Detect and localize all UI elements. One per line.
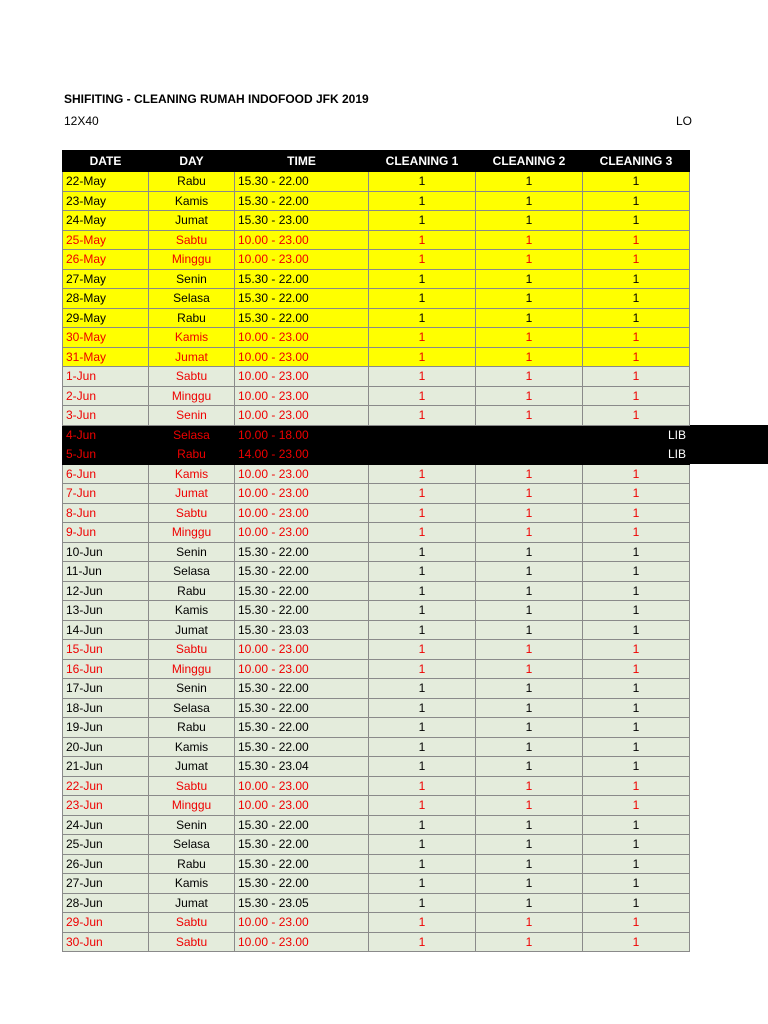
date-cell: 27-Jun: [63, 874, 149, 894]
time-cell: 15.30 - 22.00: [235, 737, 369, 757]
cleaning-2-cell: 1: [476, 503, 583, 523]
table-row: [63, 776, 690, 796]
day-cell: Senin: [149, 269, 235, 289]
cleaning-2-cell: 1: [476, 542, 583, 562]
cleaning-2-cell: 1: [476, 269, 583, 289]
cleaning-1-cell: 1: [369, 776, 476, 796]
cleaning-2-cell: 1: [476, 406, 583, 426]
day-cell: Sabtu: [149, 367, 235, 387]
date-cell: 15-Jun: [63, 640, 149, 660]
time-cell: 10.00 - 23.00: [235, 464, 369, 484]
date-cell: 31-May: [63, 347, 149, 367]
cleaning-1-cell: 1: [369, 601, 476, 621]
table-row: [63, 562, 690, 582]
cleaning-2-cell: 1: [476, 464, 583, 484]
schedule-body: [63, 172, 690, 952]
cleaning-3-cell: 1: [583, 815, 690, 835]
cleaning-1-cell: 1: [369, 464, 476, 484]
cleaning-3-cell: 1: [583, 659, 690, 679]
date-cell: 2-Jun: [63, 386, 149, 406]
time-cell: 14.00 - 23.00: [235, 445, 369, 465]
cleaning-2-cell: [476, 445, 583, 465]
cleaning-2-cell: 1: [476, 854, 583, 874]
cleaning-3-cell: LIB: [583, 425, 690, 445]
cleaning-3-cell: 1: [583, 503, 690, 523]
cleaning-1-cell: 1: [369, 269, 476, 289]
header-cleaning-3: CLEANING 3: [583, 151, 690, 172]
day-cell: Kamis: [149, 601, 235, 621]
cleaning-2-cell: 1: [476, 601, 583, 621]
time-cell: 15.30 - 22.00: [235, 854, 369, 874]
cleaning-3-cell: 1: [583, 542, 690, 562]
day-cell: Selasa: [149, 289, 235, 309]
date-cell: 25-Jun: [63, 835, 149, 855]
date-cell: 13-Jun: [63, 601, 149, 621]
cleaning-1-cell: 1: [369, 562, 476, 582]
date-cell: 29-May: [63, 308, 149, 328]
cleaning-2-cell: 1: [476, 367, 583, 387]
cleaning-1-cell: 1: [369, 874, 476, 894]
day-cell: Senin: [149, 542, 235, 562]
time-cell: 15.30 - 22.00: [235, 698, 369, 718]
date-cell: 26-Jun: [63, 854, 149, 874]
cleaning-3-cell: 1: [583, 328, 690, 348]
cleaning-3-cell: 1: [583, 523, 690, 543]
table-row: [63, 893, 690, 913]
cleaning-1-cell: 1: [369, 698, 476, 718]
day-cell: Rabu: [149, 172, 235, 192]
cleaning-1-cell: 1: [369, 757, 476, 777]
time-cell: 15.30 - 22.00: [235, 542, 369, 562]
cleaning-2-cell: 1: [476, 737, 583, 757]
table-row: [63, 796, 690, 816]
day-cell: Minggu: [149, 796, 235, 816]
cleaning-2-cell: 1: [476, 757, 583, 777]
table-row: [63, 289, 690, 309]
cleaning-3-cell: 1: [583, 698, 690, 718]
cleaning-3-cell: 1: [583, 835, 690, 855]
cleaning-2-cell: 1: [476, 776, 583, 796]
table-row: [63, 932, 690, 952]
cleaning-3-cell: 1: [583, 347, 690, 367]
date-cell: 10-Jun: [63, 542, 149, 562]
time-cell: 10.00 - 23.00: [235, 932, 369, 952]
time-cell: 10.00 - 23.00: [235, 503, 369, 523]
time-cell: 10.00 - 23.00: [235, 484, 369, 504]
cleaning-1-cell: 1: [369, 659, 476, 679]
time-cell: 15.30 - 22.00: [235, 679, 369, 699]
time-cell: 10.00 - 23.00: [235, 796, 369, 816]
table-row: [63, 874, 690, 894]
cleaning-3-cell: 1: [583, 757, 690, 777]
day-cell: Kamis: [149, 464, 235, 484]
table-row: [63, 815, 690, 835]
cleaning-1-cell: 1: [369, 815, 476, 835]
cleaning-3-cell: LIB: [583, 445, 690, 465]
cleaning-2-cell: 1: [476, 640, 583, 660]
cleaning-3-cell: 1: [583, 172, 690, 192]
cleaning-3-cell: 1: [583, 211, 690, 231]
table-row: [63, 601, 690, 621]
time-cell: 15.30 - 23.04: [235, 757, 369, 777]
time-cell: 10.00 - 23.00: [235, 659, 369, 679]
date-cell: 27-May: [63, 269, 149, 289]
cleaning-2-cell: 1: [476, 659, 583, 679]
day-cell: Jumat: [149, 347, 235, 367]
cleaning-1-cell: 1: [369, 835, 476, 855]
cleaning-2-cell: 1: [476, 289, 583, 309]
day-cell: Senin: [149, 406, 235, 426]
cleaning-1-cell: 1: [369, 581, 476, 601]
day-cell: Sabtu: [149, 230, 235, 250]
cleaning-1-cell: 1: [369, 718, 476, 738]
cleaning-1-cell: 1: [369, 893, 476, 913]
day-cell: Rabu: [149, 308, 235, 328]
cleaning-3-cell: 1: [583, 640, 690, 660]
date-cell: 16-Jun: [63, 659, 149, 679]
day-cell: Kamis: [149, 191, 235, 211]
time-cell: 15.30 - 23.05: [235, 893, 369, 913]
cleaning-2-cell: 1: [476, 250, 583, 270]
cleaning-3-cell: 1: [583, 874, 690, 894]
date-cell: 30-May: [63, 328, 149, 348]
cleaning-1-cell: 1: [369, 932, 476, 952]
table-row: [63, 757, 690, 777]
cleaning-3-cell: 1: [583, 464, 690, 484]
cleaning-3-cell: 1: [583, 562, 690, 582]
cleaning-1-cell: 1: [369, 913, 476, 933]
time-cell: 15.30 - 22.00: [235, 815, 369, 835]
cleaning-1-cell: [369, 445, 476, 465]
table-row: [63, 269, 690, 289]
time-cell: 15.30 - 22.00: [235, 874, 369, 894]
date-cell: 17-Jun: [63, 679, 149, 699]
cleaning-2-cell: 1: [476, 835, 583, 855]
cleaning-3-cell: 1: [583, 913, 690, 933]
day-cell: Minggu: [149, 659, 235, 679]
cleaning-2-cell: 1: [476, 718, 583, 738]
date-cell: 1-Jun: [63, 367, 149, 387]
table-row: [63, 211, 690, 231]
table-row: [63, 425, 690, 445]
table-row: [63, 445, 690, 465]
date-cell: 23-Jun: [63, 796, 149, 816]
day-cell: Jumat: [149, 484, 235, 504]
cleaning-3-cell: 1: [583, 854, 690, 874]
cleaning-3-cell: 1: [583, 796, 690, 816]
date-cell: 9-Jun: [63, 523, 149, 543]
cleaning-2-cell: 1: [476, 172, 583, 192]
cleaning-3-cell: 1: [583, 250, 690, 270]
cleaning-3-cell: 1: [583, 679, 690, 699]
time-cell: 10.00 - 23.00: [235, 523, 369, 543]
table-row: [63, 367, 690, 387]
off-day-band: [690, 445, 768, 465]
cleaning-2-cell: 1: [476, 893, 583, 913]
time-cell: 10.00 - 23.00: [235, 406, 369, 426]
date-cell: 22-Jun: [63, 776, 149, 796]
table-row: [63, 854, 690, 874]
cleaning-2-cell: 1: [476, 211, 583, 231]
cleaning-2-cell: 1: [476, 562, 583, 582]
date-cell: 11-Jun: [63, 562, 149, 582]
time-cell: 10.00 - 23.00: [235, 640, 369, 660]
cleaning-1-cell: 1: [369, 347, 476, 367]
day-cell: Sabtu: [149, 913, 235, 933]
day-cell: Selasa: [149, 562, 235, 582]
table-row: [63, 250, 690, 270]
day-cell: Sabtu: [149, 640, 235, 660]
time-cell: 15.30 - 22.00: [235, 269, 369, 289]
cleaning-3-cell: 1: [583, 776, 690, 796]
header-cleaning-2: CLEANING 2: [476, 151, 583, 172]
cleaning-3-cell: 1: [583, 386, 690, 406]
cleaning-1-cell: [369, 425, 476, 445]
day-cell: Minggu: [149, 250, 235, 270]
date-cell: 4-Jun: [63, 425, 149, 445]
cleaning-1-cell: 1: [369, 679, 476, 699]
table-row: [63, 230, 690, 250]
header-day: DAY: [149, 151, 235, 172]
cleaning-1-cell: 1: [369, 406, 476, 426]
day-cell: Sabtu: [149, 776, 235, 796]
table-row: [63, 718, 690, 738]
date-cell: 28-Jun: [63, 893, 149, 913]
header-time: TIME: [235, 151, 369, 172]
time-cell: 15.30 - 22.00: [235, 601, 369, 621]
table-row: [63, 835, 690, 855]
cleaning-1-cell: 1: [369, 620, 476, 640]
time-cell: 10.00 - 23.00: [235, 250, 369, 270]
table-row: [63, 659, 690, 679]
day-cell: Minggu: [149, 386, 235, 406]
cleaning-2-cell: 1: [476, 874, 583, 894]
cleaning-2-cell: 1: [476, 815, 583, 835]
cleaning-2-cell: 1: [476, 523, 583, 543]
cleaning-2-cell: 1: [476, 484, 583, 504]
day-cell: Rabu: [149, 854, 235, 874]
date-cell: 12-Jun: [63, 581, 149, 601]
date-cell: 18-Jun: [63, 698, 149, 718]
table-row: [63, 542, 690, 562]
header-cleaning-1: CLEANING 1: [369, 151, 476, 172]
time-cell: 10.00 - 23.00: [235, 230, 369, 250]
day-cell: Rabu: [149, 718, 235, 738]
date-cell: 24-Jun: [63, 815, 149, 835]
date-cell: 26-May: [63, 250, 149, 270]
table-row: [63, 347, 690, 367]
cleaning-2-cell: 1: [476, 796, 583, 816]
time-cell: 10.00 - 23.00: [235, 328, 369, 348]
table-row: [63, 679, 690, 699]
day-cell: Kamis: [149, 328, 235, 348]
day-cell: Selasa: [149, 698, 235, 718]
cleaning-2-cell: 1: [476, 230, 583, 250]
cleaning-2-cell: 1: [476, 386, 583, 406]
cleaning-3-cell: 1: [583, 230, 690, 250]
cleaning-1-cell: 1: [369, 854, 476, 874]
cleaning-2-cell: 1: [476, 347, 583, 367]
time-cell: 15.30 - 22.00: [235, 581, 369, 601]
cleaning-1-cell: 1: [369, 503, 476, 523]
time-cell: 15.30 - 22.00: [235, 289, 369, 309]
table-row: [63, 191, 690, 211]
time-cell: 10.00 - 23.00: [235, 367, 369, 387]
cleaning-3-cell: 1: [583, 932, 690, 952]
table-row: [63, 698, 690, 718]
day-cell: Minggu: [149, 523, 235, 543]
cleaning-1-cell: 1: [369, 211, 476, 231]
date-cell: 28-May: [63, 289, 149, 309]
off-day-band: [690, 425, 768, 445]
date-cell: 7-Jun: [63, 484, 149, 504]
sheet-title: SHIFITING - CLEANING RUMAH INDOFOOD JFK 2019: [64, 92, 369, 106]
cleaning-2-cell: 1: [476, 191, 583, 211]
table-row: [63, 406, 690, 426]
cleaning-3-cell: 1: [583, 718, 690, 738]
date-cell: 6-Jun: [63, 464, 149, 484]
cleaning-1-cell: 1: [369, 308, 476, 328]
time-cell: 15.30 - 23.00: [235, 211, 369, 231]
day-cell: Rabu: [149, 581, 235, 601]
time-cell: 15.30 - 22.00: [235, 172, 369, 192]
sheet-right-note: LO: [676, 114, 693, 128]
cleaning-1-cell: 1: [369, 523, 476, 543]
time-cell: 15.30 - 22.00: [235, 308, 369, 328]
time-cell: 15.30 - 22.00: [235, 835, 369, 855]
date-cell: 19-Jun: [63, 718, 149, 738]
date-cell: 24-May: [63, 211, 149, 231]
time-cell: 10.00 - 23.00: [235, 913, 369, 933]
cleaning-3-cell: 1: [583, 581, 690, 601]
cleaning-1-cell: 1: [369, 289, 476, 309]
cleaning-2-cell: 1: [476, 308, 583, 328]
header-row: [63, 151, 690, 172]
cleaning-3-cell: 1: [583, 269, 690, 289]
table-row: [63, 620, 690, 640]
date-cell: 5-Jun: [63, 445, 149, 465]
date-cell: 21-Jun: [63, 757, 149, 777]
day-cell: Kamis: [149, 737, 235, 757]
day-cell: Rabu: [149, 445, 235, 465]
cleaning-2-cell: 1: [476, 913, 583, 933]
cleaning-1-cell: 1: [369, 484, 476, 504]
cleaning-2-cell: [476, 425, 583, 445]
day-cell: Sabtu: [149, 932, 235, 952]
cleaning-2-cell: 1: [476, 932, 583, 952]
date-cell: 29-Jun: [63, 913, 149, 933]
date-cell: 22-May: [63, 172, 149, 192]
cleaning-3-cell: 1: [583, 620, 690, 640]
table-row: [63, 328, 690, 348]
cleaning-3-cell: 1: [583, 191, 690, 211]
time-cell: 10.00 - 23.00: [235, 386, 369, 406]
cleaning-1-cell: 1: [369, 172, 476, 192]
date-cell: 8-Jun: [63, 503, 149, 523]
cleaning-3-cell: 1: [583, 308, 690, 328]
table-row: [63, 523, 690, 543]
table-row: [63, 581, 690, 601]
table-row: [63, 737, 690, 757]
cleaning-1-cell: 1: [369, 737, 476, 757]
day-cell: Selasa: [149, 425, 235, 445]
table-row: [63, 308, 690, 328]
cleaning-3-cell: 1: [583, 406, 690, 426]
cleaning-2-cell: 1: [476, 620, 583, 640]
table-row: [63, 172, 690, 192]
cleaning-2-cell: 1: [476, 581, 583, 601]
day-cell: Senin: [149, 679, 235, 699]
table-row: [63, 386, 690, 406]
day-cell: Jumat: [149, 893, 235, 913]
table-row: [63, 640, 690, 660]
cleaning-1-cell: 1: [369, 230, 476, 250]
date-cell: 23-May: [63, 191, 149, 211]
cleaning-2-cell: 1: [476, 679, 583, 699]
cleaning-1-cell: 1: [369, 542, 476, 562]
table-row: [63, 464, 690, 484]
cleaning-2-cell: 1: [476, 328, 583, 348]
cleaning-1-cell: 1: [369, 191, 476, 211]
header-date: DATE: [63, 151, 149, 172]
day-cell: Jumat: [149, 211, 235, 231]
time-cell: 15.30 - 22.00: [235, 562, 369, 582]
schedule-table: [62, 150, 690, 952]
table-row: [63, 503, 690, 523]
cleaning-3-cell: 1: [583, 289, 690, 309]
day-cell: Kamis: [149, 874, 235, 894]
cleaning-3-cell: 1: [583, 484, 690, 504]
date-cell: 20-Jun: [63, 737, 149, 757]
cleaning-1-cell: 1: [369, 367, 476, 387]
cleaning-1-cell: 1: [369, 796, 476, 816]
time-cell: 10.00 - 18.00: [235, 425, 369, 445]
day-cell: Senin: [149, 815, 235, 835]
table-row: [63, 913, 690, 933]
date-cell: 14-Jun: [63, 620, 149, 640]
cleaning-3-cell: 1: [583, 737, 690, 757]
day-cell: Jumat: [149, 757, 235, 777]
cleaning-1-cell: 1: [369, 640, 476, 660]
date-cell: 30-Jun: [63, 932, 149, 952]
date-cell: 3-Jun: [63, 406, 149, 426]
time-cell: 15.30 - 22.00: [235, 191, 369, 211]
cleaning-1-cell: 1: [369, 328, 476, 348]
date-cell: 25-May: [63, 230, 149, 250]
sheet-subtitle: 12X40: [64, 114, 99, 128]
day-cell: Sabtu: [149, 503, 235, 523]
cleaning-1-cell: 1: [369, 386, 476, 406]
cleaning-2-cell: 1: [476, 698, 583, 718]
day-cell: Jumat: [149, 620, 235, 640]
time-cell: 15.30 - 22.00: [235, 718, 369, 738]
day-cell: Selasa: [149, 835, 235, 855]
cleaning-1-cell: 1: [369, 250, 476, 270]
time-cell: 10.00 - 23.00: [235, 347, 369, 367]
table-row: [63, 484, 690, 504]
time-cell: 10.00 - 23.00: [235, 776, 369, 796]
cleaning-3-cell: 1: [583, 893, 690, 913]
cleaning-3-cell: 1: [583, 601, 690, 621]
cleaning-3-cell: 1: [583, 367, 690, 387]
time-cell: 15.30 - 23.03: [235, 620, 369, 640]
